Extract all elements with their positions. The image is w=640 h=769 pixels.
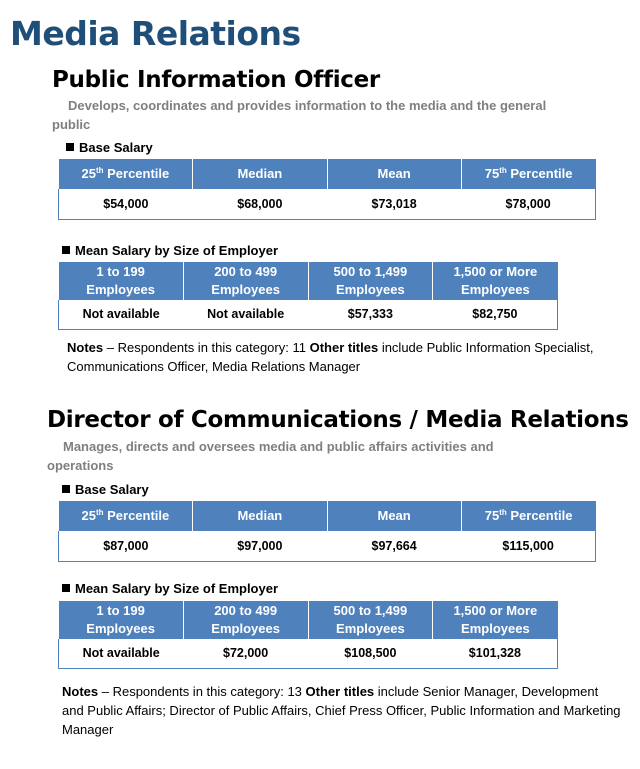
value-mean: $73,018 bbox=[327, 189, 461, 219]
table-row bbox=[59, 639, 558, 668]
base-salary-heading: Base Salary bbox=[62, 482, 149, 497]
bullet-icon bbox=[62, 584, 70, 592]
column-header-mean: Mean bbox=[327, 501, 461, 531]
job-title: Director of Communications / Media Relations bbox=[47, 407, 629, 433]
column-header-1-to-199: 1 to 199 Employees bbox=[59, 601, 184, 639]
other-titles-text: include Public Information Specialist, Communications Officer, Media Relations Manager bbox=[67, 340, 594, 374]
other-titles-label: Other titles bbox=[309, 340, 379, 355]
table-row bbox=[59, 300, 558, 329]
size-salary-table bbox=[58, 262, 558, 330]
notes-label: Notes bbox=[67, 340, 104, 355]
column-header-1500-or-more: 1,500 or More Employees bbox=[433, 262, 558, 300]
table-row bbox=[59, 531, 596, 561]
column-header-25th-percentile: 25th Percentile bbox=[59, 501, 193, 531]
value-mean: $97,664 bbox=[327, 531, 461, 561]
column-header-25th-percentile: 25th Percentile bbox=[59, 159, 193, 189]
value-median: $97,000 bbox=[193, 531, 327, 561]
value-75th-percentile: $115,000 bbox=[461, 531, 595, 561]
value-75th-percentile: $78,000 bbox=[461, 189, 595, 219]
notes-label: Notes bbox=[62, 684, 99, 699]
value-25th-percentile: $87,000 bbox=[59, 531, 193, 561]
table-header-row bbox=[59, 159, 596, 189]
value-25th-percentile: $54,000 bbox=[59, 189, 193, 219]
size-salary-heading: Mean Salary by Size of Employer bbox=[62, 243, 278, 258]
column-header-75th-percentile: 75th Percentile bbox=[461, 159, 595, 189]
notes-respondents: – Respondents in this category: 13 bbox=[98, 684, 306, 699]
size-salary-table bbox=[58, 601, 558, 669]
base-salary-heading: Base Salary bbox=[66, 140, 153, 155]
value-200-to-499: Not available bbox=[183, 300, 308, 329]
value-median: $68,000 bbox=[193, 189, 327, 219]
notes-respondents: – Respondents in this category: 11 bbox=[103, 340, 310, 355]
value-200-to-499: $72,000 bbox=[183, 639, 308, 668]
page-title: Media Relations bbox=[10, 14, 301, 53]
size-salary-heading: Mean Salary by Size of Employer bbox=[62, 581, 278, 596]
value-1500-or-more: $101,328 bbox=[433, 639, 558, 668]
job-description: Manages, directs and oversees media and public affairs activities and operations bbox=[47, 439, 494, 473]
value-1-to-199: Not available bbox=[59, 300, 184, 329]
column-header-median: Median bbox=[193, 159, 327, 189]
bullet-icon bbox=[66, 143, 74, 151]
base-salary-table bbox=[58, 501, 596, 562]
base-salary-table bbox=[58, 159, 596, 220]
value-1-to-199: Not available bbox=[59, 639, 184, 668]
value-1500-or-more: $82,750 bbox=[433, 300, 558, 329]
value-500-to-1499: $108,500 bbox=[308, 639, 433, 668]
other-titles-label: Other titles bbox=[305, 684, 375, 699]
column-header-500-to-1499: 500 to 1,499 Employees bbox=[308, 601, 433, 639]
column-header-200-to-499: 200 to 499 Employees bbox=[183, 601, 308, 639]
other-titles-text: include Senior Manager, Development and Public Affairs; Director of Public Affairs, Chief Press Officer, Public Information and Marketing Manager bbox=[62, 684, 621, 737]
bullet-icon bbox=[62, 246, 70, 254]
table-row bbox=[59, 189, 596, 219]
column-header-500-to-1499: 500 to 1,499 Employees bbox=[308, 262, 433, 300]
job-description: Develops, coordinates and provides information to the media and the general public bbox=[52, 98, 547, 132]
notes bbox=[67, 338, 627, 376]
column-header-median: Median bbox=[193, 501, 327, 531]
column-header-1500-or-more: 1,500 or More Employees bbox=[433, 601, 558, 639]
column-header-1-to-199: 1 to 199 Employees bbox=[59, 262, 184, 300]
column-header-75th-percentile: 75th Percentile bbox=[461, 501, 595, 531]
job-title: Public Information Officer bbox=[52, 67, 380, 93]
column-header-mean: Mean bbox=[327, 159, 461, 189]
table-header-row bbox=[59, 262, 558, 300]
column-header-200-to-499: 200 to 499 Employees bbox=[183, 262, 308, 300]
notes bbox=[62, 682, 622, 739]
table-header-row bbox=[59, 501, 596, 531]
bullet-icon bbox=[62, 485, 70, 493]
table-header-row bbox=[59, 601, 558, 639]
value-500-to-1499: $57,333 bbox=[308, 300, 433, 329]
